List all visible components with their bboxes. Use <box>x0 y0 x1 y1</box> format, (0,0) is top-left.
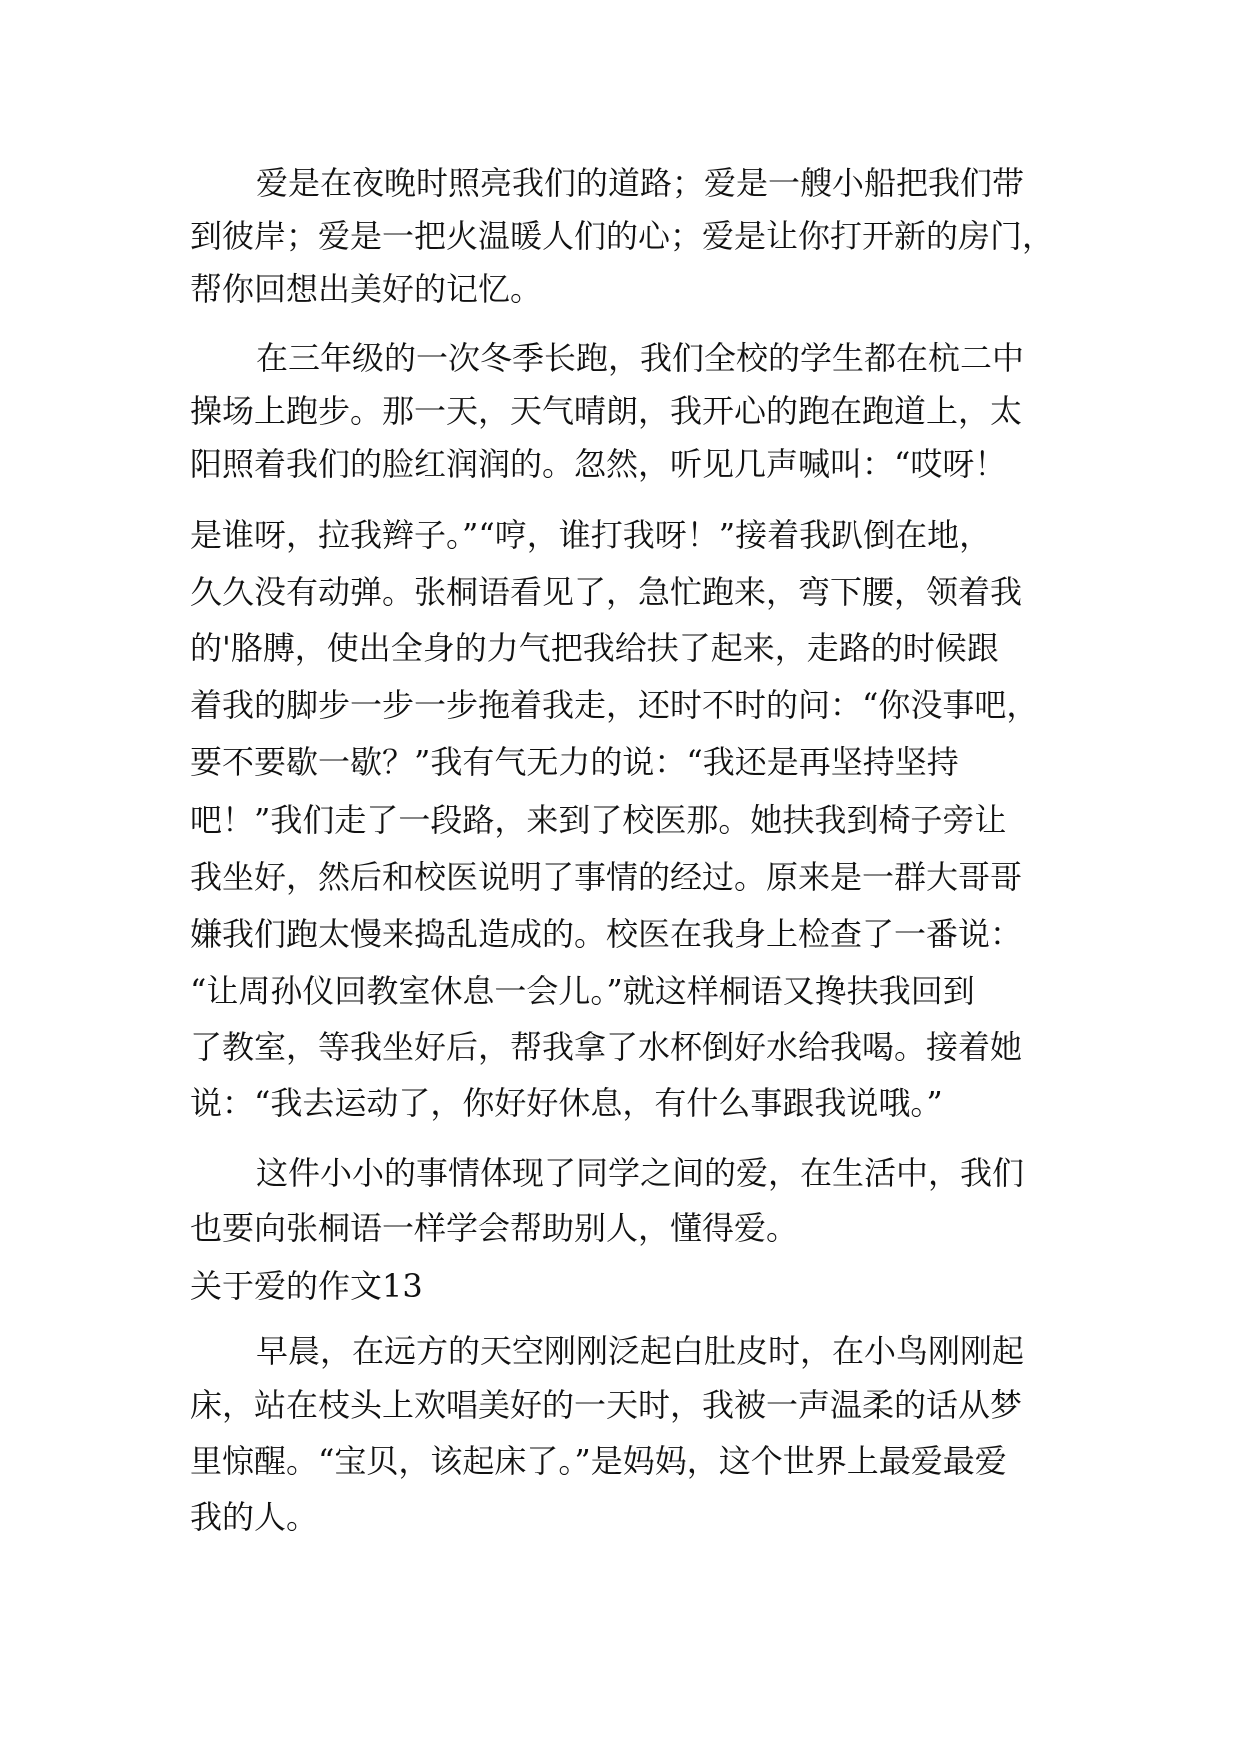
section-title: 关于爱的作文13 <box>190 1267 423 1305</box>
text-line: 我坐好，然后和校医说明了事情的经过。原来是一群大哥哥 <box>190 858 1023 896</box>
text-line: 要不要歇一歇？”我有气无力的说：“我还是再坚持坚持 <box>190 743 959 781</box>
text-line: 到彼岸；爱是一把火温暖人们的心；爱是让你打开新的房门， <box>190 217 1055 255</box>
text-line: 说：“我去运动了，你好好休息，有什么事跟我说哦。” <box>190 1084 943 1122</box>
text-line: 早晨，在远方的天空刚刚泛起白肚皮时，在小鸟刚刚起 <box>256 1332 1025 1370</box>
text-line: 也要向张桐语一样学会帮助别人，懂得爱。 <box>190 1209 799 1247</box>
text-line: 爱是在夜晚时照亮我们的道路；爱是一艘小船把我们带 <box>256 164 1025 202</box>
text-line: 了教室，等我坐好后，帮我拿了水杯倒好水给我喝。接着她 <box>190 1028 1023 1066</box>
text-line: 在三年级的一次冬季长跑，我们全校的学生都在杭二中 <box>256 339 1025 377</box>
text-line: 里惊醒。“宝贝，该起床了。”是妈妈，这个世界上最爱最爱 <box>190 1442 1007 1480</box>
text-line: 是谁呀，拉我辫子。”“哼，谁打我呀！”接着我趴倒在地， <box>190 516 992 554</box>
text-line: 操场上跑步。那一天，天气晴朗，我开心的跑在跑道上，太 <box>190 392 1023 430</box>
text-line: 我的人。 <box>190 1498 319 1536</box>
text-line: 久久没有动弹。张桐语看见了，急忙跑来，弯下腰，领着我 <box>190 573 1023 611</box>
text-line: 吧！”我们走了一段路，来到了校医那。她扶我到椅子旁让 <box>190 801 1007 839</box>
text-line: 嫌我们跑太慢来捣乱造成的。校医在我身上检查了一番说： <box>190 915 1023 953</box>
text-line: 阳照着我们的脸红润润的。忽然，听见几声喊叫：“哎呀！ <box>190 445 1007 483</box>
text-line: 的'胳膊，使出全身的力气把我给扶了起来，走路的时候跟 <box>190 629 999 667</box>
text-line: 着我的脚步一步一步拖着我走，还时不时的问：“你没事吧， <box>190 686 1039 724</box>
text-line: 帮你回想出美好的记忆。 <box>190 270 543 308</box>
text-line: “让周孙仪回教室休息一会儿。”就这样桐语又搀扶我回到 <box>190 972 975 1010</box>
text-line: 床，站在枝头上欢唱美好的一天时，我被一声温柔的话从梦 <box>190 1386 1023 1424</box>
text-line: 这件小小的事情体现了同学之间的爱，在生活中，我们 <box>256 1154 1025 1192</box>
